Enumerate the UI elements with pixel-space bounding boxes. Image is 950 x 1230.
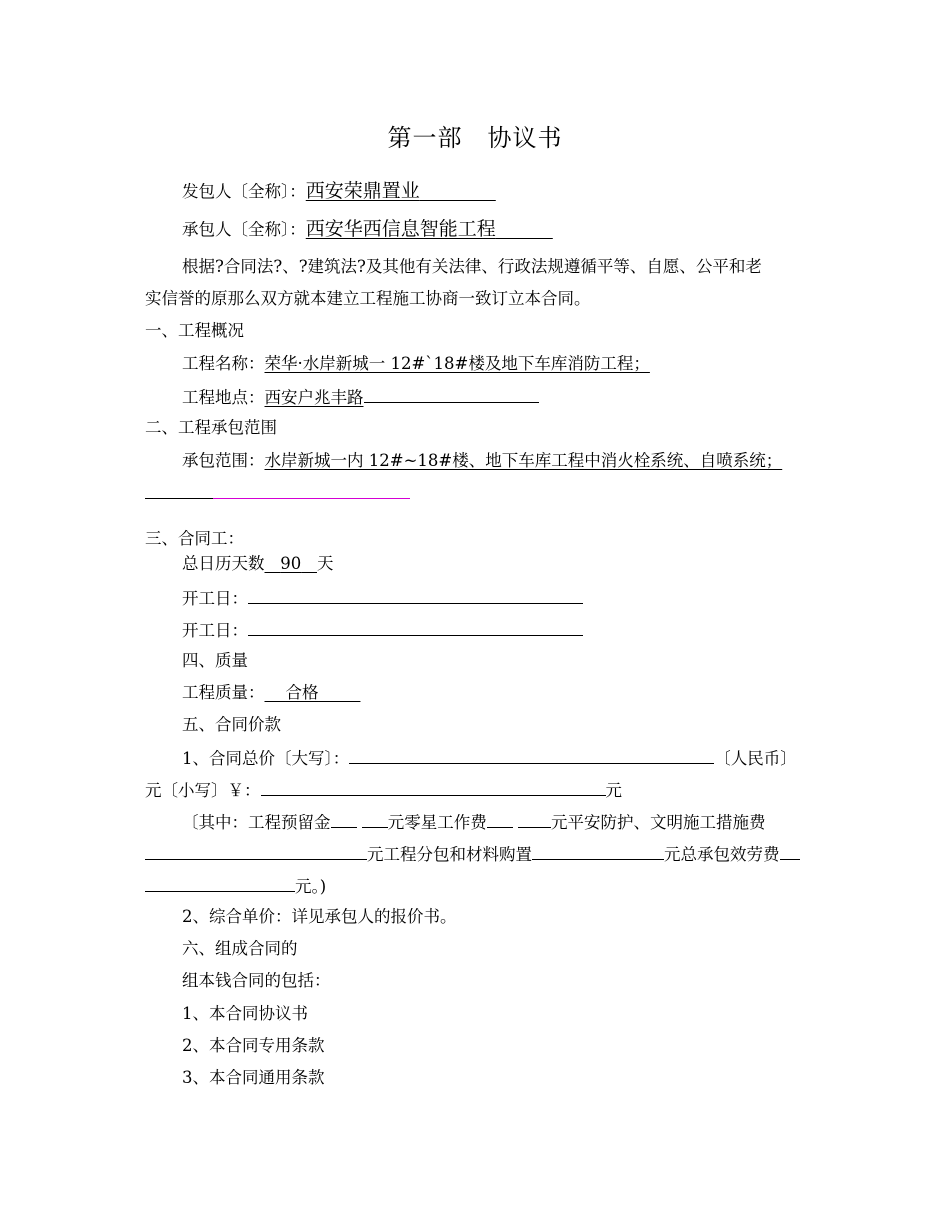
scope-label: 承包范围： bbox=[182, 451, 265, 470]
total-days-value: 90 bbox=[280, 554, 302, 573]
general-blank-a bbox=[780, 842, 800, 860]
total-price-upper-blank bbox=[349, 746, 714, 764]
reserve-tail: 元零星工作费 bbox=[387, 813, 487, 832]
project-site-blank bbox=[364, 385, 539, 403]
subcontract-tail: 元总承包效劳费 bbox=[664, 845, 780, 864]
start-date-label: 开工日： bbox=[182, 589, 248, 608]
start-date-blank bbox=[248, 586, 583, 604]
general-blank-b bbox=[145, 874, 295, 892]
section6-heading: 六、组成合同的 bbox=[182, 939, 298, 958]
total-days-line bbox=[182, 553, 334, 575]
daywork-tail: 元平安防护、文明施工措施费 bbox=[551, 813, 766, 832]
total-price-lower-label: 元〔小写〕￥： bbox=[145, 781, 261, 800]
page-title: 第一部 协议书 bbox=[387, 124, 563, 152]
section5-heading: 五、合同价款 bbox=[182, 715, 281, 734]
unit-price-line: 2、综合单价：详见承包人的报价书。 bbox=[182, 907, 457, 926]
scope-continuation-line bbox=[145, 498, 213, 499]
price-breakdown-line-2 bbox=[145, 842, 800, 866]
total-days-label: 总日历天数 bbox=[182, 554, 265, 573]
total-price-upper-label: 1、合同总价〔大写〕： bbox=[182, 749, 350, 768]
reserve-blank-b bbox=[362, 810, 388, 828]
project-name-label: 工程名称： bbox=[182, 354, 265, 373]
project-site-label: 工程地点： bbox=[182, 388, 265, 407]
daywork-blank-b bbox=[518, 810, 551, 828]
section2-heading: 二、工程承包范围 bbox=[145, 418, 277, 437]
preamble-line-1: 根据?合同法?、?建筑法?及其他有关法律、行政法规遵循平等、自愿、公平和老 bbox=[182, 257, 762, 276]
contractor-label: 承包人〔全称〕： bbox=[182, 220, 306, 239]
project-name-line bbox=[182, 353, 650, 375]
scope-value: 水岸新城一内 12#~18#楼、地下车库工程中消火栓系统、自喷系统； bbox=[264, 451, 783, 470]
currency-label: 〔人民币〕 bbox=[714, 749, 797, 768]
scope-continuation-marked-line bbox=[213, 498, 410, 499]
safety-blank bbox=[145, 842, 367, 860]
scope-line bbox=[182, 450, 782, 472]
contract-doc-item: 2、本合同专用条款 bbox=[182, 1036, 325, 1055]
employer-value: 西安荣鼎置业 bbox=[305, 180, 420, 202]
safety-tail: 元工程分包和材料购置 bbox=[367, 845, 532, 864]
start-date-line bbox=[182, 586, 583, 610]
total-days-unit: 天 bbox=[317, 554, 334, 573]
total-price-lower-blank bbox=[261, 778, 606, 796]
preamble-line-2: 实信誉的原那么双方就本建立工程施工协商一致订立本合同。 bbox=[145, 289, 591, 308]
project-site-value: 西安户兆丰路 bbox=[264, 388, 364, 407]
daywork-blank-a bbox=[487, 810, 513, 828]
end-date-blank bbox=[248, 618, 583, 636]
contract-doc-item: 1、本合同协议书 bbox=[182, 1004, 308, 1023]
section1-heading: 一、工程概况 bbox=[145, 321, 244, 340]
breakdown-open: 〔其中：工程预留金 bbox=[182, 813, 331, 832]
quality-value: 合格 bbox=[285, 683, 319, 702]
price-breakdown-line-1 bbox=[182, 810, 766, 834]
project-name-value: 荣华·水岸新城一 12#`18#楼及地下车库消防工程； bbox=[264, 354, 650, 373]
general-tail: 元。) bbox=[295, 877, 327, 896]
reserve-blank-a bbox=[331, 810, 357, 828]
quality-label: 工程质量： bbox=[182, 683, 265, 702]
section4-heading: 四、质量 bbox=[182, 651, 248, 670]
yuan-label: 元 bbox=[605, 781, 622, 800]
employer-label: 发包人〔全称〕： bbox=[182, 182, 306, 201]
contractor-line bbox=[182, 218, 553, 241]
employer-line bbox=[182, 180, 496, 203]
total-price-upper-line bbox=[182, 746, 797, 770]
end-date-line bbox=[182, 618, 583, 642]
price-breakdown-line-3 bbox=[145, 874, 326, 898]
subcontract-blank bbox=[532, 842, 664, 860]
project-site-line bbox=[182, 385, 539, 409]
total-price-lower-line bbox=[145, 778, 622, 802]
contract-doc-item: 3、本合同通用条款 bbox=[182, 1068, 325, 1087]
quality-line bbox=[182, 682, 360, 704]
end-date-label: 开工日： bbox=[182, 621, 248, 640]
contractor-value: 西安华西信息智能工程 bbox=[305, 218, 496, 240]
contract-docs-intro: 组本钱合同的包括： bbox=[182, 971, 331, 990]
section3-heading: 三、合同工： bbox=[145, 529, 244, 548]
